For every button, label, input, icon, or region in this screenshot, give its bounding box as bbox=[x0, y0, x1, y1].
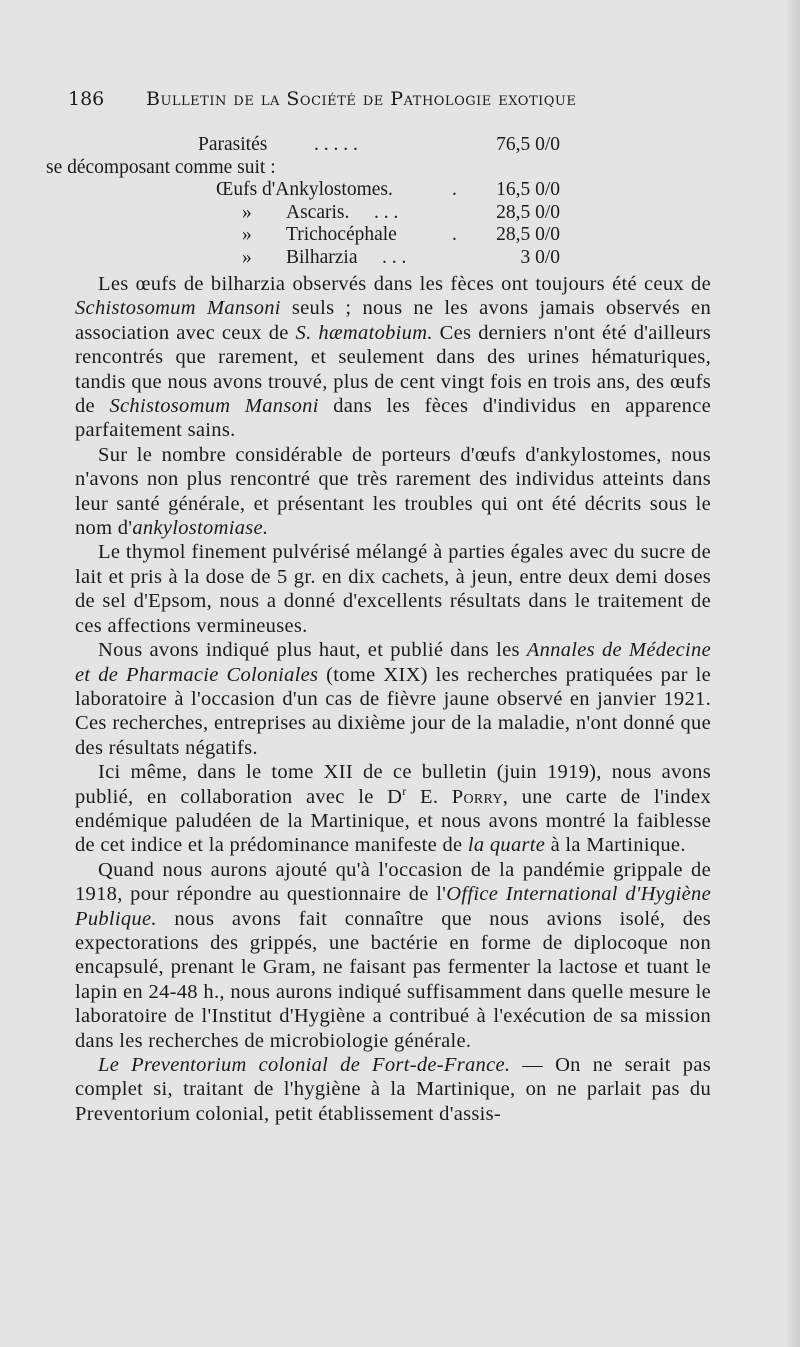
stats-item-value: 28,5 0/0 bbox=[496, 224, 560, 245]
stats-item-dots: . . . bbox=[374, 201, 399, 223]
text-run: Le thymol finement pulvérisé mélangé à parties égales avec du sucre de lait et pris à la dose de 5 gr. en dix cachets, à jeun, entre deux demi doses de sel d'Epsom, nous a donné d'excellents résultats dans le traitement de ces affections vermineuses. bbox=[75, 541, 711, 637]
stats-item-dots: . bbox=[452, 179, 457, 200]
stats-total-row bbox=[98, 134, 578, 157]
text-run: , une carte de l'index endémique paludéen de la Martinique, et nous avons montré la faiblesse de cet indice et la prédominance manifeste de bbox=[75, 785, 711, 857]
running-head: Bulletin de la Société de Pathologie exotique bbox=[146, 88, 577, 110]
text-run: dans les fèces d'individus en apparence parfaitement sains. bbox=[75, 395, 711, 442]
paragraph bbox=[75, 540, 711, 638]
text-run: Les œufs de bilharzia observés dans les fèces ont toujours été ceux de bbox=[98, 273, 711, 295]
stats-total-label: Parasités bbox=[198, 134, 268, 155]
italic-term: la quarte bbox=[467, 834, 546, 857]
text-run: E. bbox=[406, 785, 452, 808]
text-run: nous avons fait connaître que nous avions isolé, des expectorations des grippés, une bactérie en forme de diplocoque non encapsulé, prenant le Gram, ne faisant pas fermenter la lactose et tuant le lapin en 24-48 h., nous aurons indiqué suffisamment dans quelle mesure le laboratoire de l'Institut d'Hygiène a contribué à l'exécution de sa mission dans les recherches de microbiologie générale. bbox=[75, 907, 711, 1052]
author-name: Porry bbox=[451, 785, 503, 808]
text-run: Ces derniers n'ont été d'ailleurs rencontrés que rarement, et seulement dans des urines hématuriques, tandis que nous avons trouvé, plus de cent vingt fois en trois ans, des œufs de bbox=[75, 321, 711, 418]
stats-total-value: 76,5 0/0 bbox=[496, 134, 560, 155]
stats-item-value: 16,5 0/0 bbox=[496, 179, 560, 200]
page-number: 186 bbox=[68, 88, 105, 110]
text-run: Sur le nombre considérable de porteurs d'œufs d'ankylostomes, nous n'avons non plus rencontré que très rarement des individus atteints dans leur santé générale, et présentant les troubles qui ont été décrits sous le nom d' bbox=[75, 443, 711, 540]
stats-item-label: Œufs d'Ankylostomes. bbox=[216, 179, 393, 200]
journal-title: Annales de Médecine et de Pharmacie Coloniales bbox=[75, 639, 712, 686]
text-run: Quand nous aurons ajouté qu'à l'occasion de la pandémie grippale de 1918, pour répondre au questionnaire de l' bbox=[75, 858, 711, 906]
stats-item-row bbox=[98, 179, 578, 202]
superscript: r bbox=[402, 783, 407, 798]
section-heading: Le Preventorium colonial de Fort-de-France. bbox=[98, 1054, 511, 1076]
stats-item-dots: . . . bbox=[382, 246, 407, 268]
species-name: Schistosomum Mansoni bbox=[75, 297, 281, 320]
paragraph bbox=[75, 1053, 711, 1126]
paragraph bbox=[75, 760, 711, 858]
page-header bbox=[68, 88, 616, 118]
paragraph bbox=[75, 443, 711, 541]
stats-item-row bbox=[98, 247, 578, 270]
stats-item-dots: . bbox=[452, 224, 457, 245]
text-run: — On ne serait pas complet si, traitant de l'hygiène à la Martinique, on ne parlait pas du Preventorium colonial, petit établissement d'assis- bbox=[75, 1054, 712, 1125]
ditto-mark: » bbox=[242, 224, 252, 245]
stats-item-label: Ascaris. bbox=[286, 201, 350, 223]
species-name: S. hæmatobium. bbox=[295, 321, 433, 344]
stats-item-value: 28,5 0/0 bbox=[496, 201, 560, 223]
body-text bbox=[75, 272, 711, 1126]
paragraph bbox=[75, 858, 711, 1053]
text-run: Ici même, dans le tome XII de ce bulletin (juin 1919), nous avons publié, en collaboration avec le D bbox=[75, 761, 711, 808]
stats-total-dots: . . . . . bbox=[314, 134, 358, 155]
species-name: Schistosomum Mansoni bbox=[109, 395, 319, 418]
text-run: seuls ; nous ne les avons jamais observés en association avec ceux de bbox=[75, 297, 711, 344]
disease-name: ankylostomiase. bbox=[132, 517, 269, 540]
stats-item-label: Trichocéphale bbox=[286, 224, 397, 245]
stats-item-row bbox=[98, 202, 578, 225]
paragraph bbox=[75, 272, 711, 443]
stats-intro-row bbox=[46, 156, 578, 180]
stats-item-value: 3 0/0 bbox=[520, 246, 560, 268]
ditto-mark: » bbox=[242, 201, 252, 223]
stats-item-label: Bilharzia bbox=[286, 246, 358, 268]
text-run: Nous avons indiqué plus haut, et publié dans les bbox=[98, 639, 527, 662]
text-run: à la Martinique. bbox=[545, 834, 686, 857]
paragraph bbox=[75, 638, 711, 760]
text-run: (tome XIX) les recherches pratiquées par le laboratoire à l'occasion d'un cas de fièvre jaune observé en janvier 1921. Ces recherches, entreprises au dixième jour de la maladie, n'ont donné que des résultats négatifs. bbox=[75, 663, 711, 759]
organization-name: Office International d'Hygiène Publique. bbox=[75, 883, 711, 930]
stats-intro: se décomposant comme suit : bbox=[46, 156, 276, 178]
parasite-statistics bbox=[46, 134, 578, 269]
stats-item-row bbox=[98, 224, 578, 247]
ditto-mark: » bbox=[242, 246, 252, 268]
